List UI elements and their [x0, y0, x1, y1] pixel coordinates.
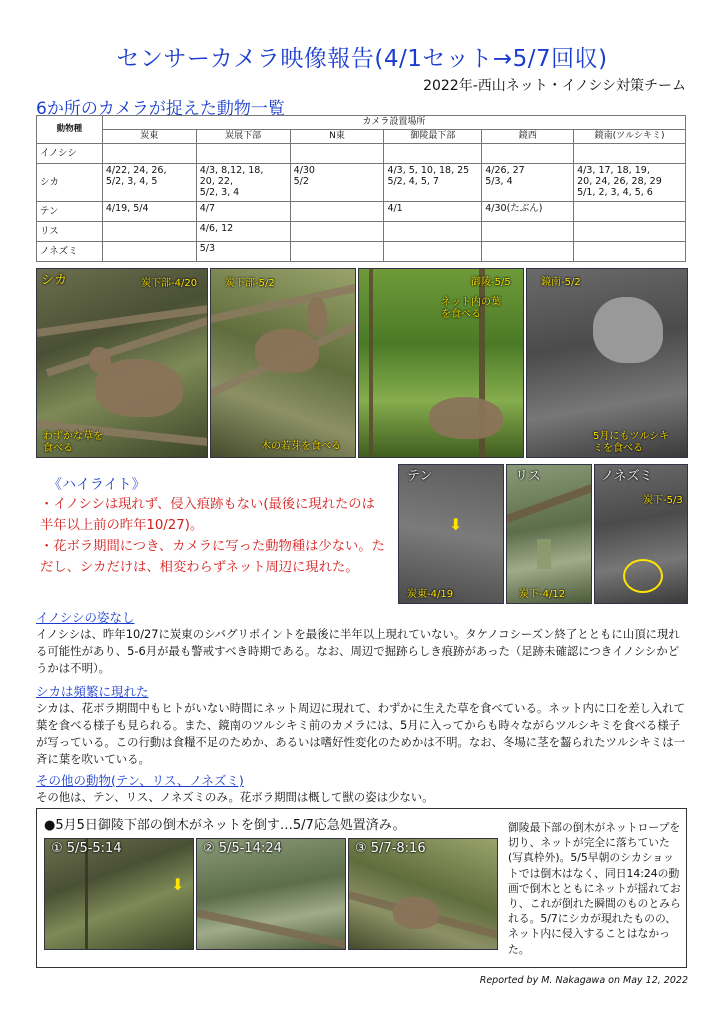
- deer-photo-4: [526, 268, 688, 458]
- photo-tag: 炭下-5/3: [643, 495, 683, 506]
- table-cell: 4/3, 17, 18, 19, 20, 24, 26, 28, 29 5/1, 2, 3, 4, 5, 6: [574, 164, 686, 202]
- table-location-row: [37, 130, 686, 144]
- photo-corner-label: リス: [515, 469, 541, 484]
- table-species: テン: [37, 202, 103, 222]
- highlight-title: 《ハイライト》: [48, 477, 146, 493]
- photo-corner-label: シカ: [41, 273, 68, 288]
- report-credit: Reported by M. Nakagawa on May 12, 2022: [479, 975, 688, 986]
- table-species: イノシシ: [37, 144, 103, 164]
- section-body: イノシシは、昨年10/27に炭東のシバグリポイントを最後に半年以上現れていない。タケノコシーズン終了とともに山頂に現れる可能性があり、5-6月が最も警戒すべき時期である。なお、周辺で掘跡らしき痕跡があった（足跡未確認につきイノシシかどうかは不明）。: [36, 627, 680, 675]
- photo-tag: 炭東-4/19: [407, 589, 454, 600]
- table-cell: 5/3: [196, 242, 290, 262]
- photo-corner-label: ノネズミ: [601, 469, 653, 484]
- table-cell: [482, 242, 574, 262]
- table-row: [37, 222, 686, 242]
- section-no-boar: [36, 609, 688, 677]
- table-cell: [384, 242, 482, 262]
- table-cell: 4/30 5/2: [290, 164, 384, 202]
- fallen-tree-photo-2: [196, 838, 346, 950]
- table-cell: [482, 222, 574, 242]
- photo-caption: わずかな草を 食べる: [43, 431, 103, 454]
- photo-tag: 炭下部-5/2: [225, 278, 275, 289]
- table-cell: 4/22, 24, 26, 5/2, 3, 4, 5: [102, 164, 196, 202]
- fallen-tree-photo-1: [44, 838, 194, 950]
- photo-caption: 木の若芽を食べる: [261, 441, 341, 452]
- table-cell: [574, 144, 686, 164]
- table-location: N東: [290, 130, 384, 144]
- table-cell: 4/19, 5/4: [102, 202, 196, 222]
- table-location: 鏡南(ツルシキミ): [574, 130, 686, 144]
- photo-tag: 炭下-4/12: [519, 589, 566, 600]
- fallen-tree-title: ●5月5日御陵下部の倒木がネットを倒す…5/7応急処置済み。: [44, 818, 406, 833]
- table-location: 御陵最下部: [384, 130, 482, 144]
- table-cell: [102, 222, 196, 242]
- table-cell: [290, 222, 384, 242]
- table-species: シカ: [37, 164, 103, 202]
- table-corner-label: 動物種: [37, 116, 103, 144]
- team-subtitle: 2022年-西山ネット・イノシシ対策チーム: [423, 78, 686, 94]
- highlight-circle: [623, 559, 663, 593]
- section-deer: [36, 683, 688, 768]
- photo-tag: 炭下部-4/20: [141, 278, 198, 289]
- photo-corner-label: ② 5/5-14:24: [203, 841, 282, 856]
- table-group-label: カメラ設置場所: [102, 116, 685, 130]
- table-cell: [574, 222, 686, 242]
- animal-table: [36, 115, 686, 262]
- risu-photo: [506, 464, 592, 604]
- table-cell: 4/30(たぶん): [482, 202, 574, 222]
- highlight-bullet: ・花ボラ期間につき、カメラに写った動物種は少ない。ただし、シカだけは、相変わらずネット周辺に現れた。: [40, 539, 385, 575]
- section-heading: イノシシの姿なし: [36, 610, 135, 625]
- table-cell: [290, 242, 384, 262]
- table-cell: 4/3, 5, 10, 18, 25 5/2, 4, 5, 7: [384, 164, 482, 202]
- photo-corner-label: ① 5/5-5:14: [51, 841, 122, 856]
- table-cell: [102, 242, 196, 262]
- section-heading: シカは頻繁に現れた: [36, 684, 149, 699]
- section-body: その他は、テン、リス、ノネズミのみ。花ボラ期間は概して獣の姿は少ない。: [36, 790, 434, 804]
- nezumi-photo: [594, 464, 688, 604]
- table-cell: 4/6, 12: [196, 222, 290, 242]
- table-header-row: [37, 116, 686, 130]
- photo-corner-label: ③ 5/7-8:16: [355, 841, 426, 856]
- section-heading: その他の動物(テン、リス、ノネズミ): [36, 773, 244, 788]
- table-cell: [290, 144, 384, 164]
- table-cell: [384, 144, 482, 164]
- table-species: ノネズミ: [37, 242, 103, 262]
- deer-photo-1: [36, 268, 208, 458]
- highlight-bullet: ・イノシシは現れず、侵入痕跡もない(最後に現れたのは半年以上前の昨年10/27)。: [40, 497, 375, 533]
- photo-corner-label: テン: [407, 469, 433, 484]
- table-location: 炭展下部: [196, 130, 290, 144]
- table-species: リス: [37, 222, 103, 242]
- table-cell: [290, 202, 384, 222]
- table-row: [37, 144, 686, 164]
- table-cell: [482, 144, 574, 164]
- table-row: [37, 242, 686, 262]
- table-cell: [574, 242, 686, 262]
- photo-tag: 鏡南-5/2: [541, 277, 581, 288]
- highlight-body: [40, 494, 388, 578]
- table-location: 鏡西: [482, 130, 574, 144]
- table-cell: [384, 222, 482, 242]
- animal-list-heading: 6か所のカメラが捉えた動物一覧: [36, 99, 285, 119]
- section-body: シカは、花ボラ期間中もヒトがいない時間にネット周辺に現れて、わずかに生えた草を食べている。ネット内に口を差し入れて葉を食べる様子も見られる。また、鏡南のツルシキミ前のカメラには、5月に入ってからも時々ながらツルシキミを食べる様子が写っている。この行動は食糧不足のためか、あるいは嗜好性変化のためかは不明。なお、冬場に茎を齧られたツルシキミは一斉に葉を吹いている。: [36, 701, 686, 766]
- deer-photo-3: [358, 268, 524, 458]
- table-cell: 4/3, 8,12, 18, 20, 22, 5/2, 3, 4: [196, 164, 290, 202]
- photo-tag: 御陵-5/5: [471, 277, 511, 288]
- table-cell: 4/7: [196, 202, 290, 222]
- fallen-tree-photo-3: [348, 838, 498, 950]
- arrow-down-icon: ⬇: [171, 875, 185, 894]
- page-title: センサーカメラ映像報告(4/1セット→5/7回収): [116, 46, 608, 72]
- photo-caption: 5月にもツルシキ ミを食べる: [593, 431, 670, 454]
- table-cell: [574, 202, 686, 222]
- arrow-down-icon: ⬇: [449, 515, 463, 534]
- table-row: [37, 164, 686, 202]
- table-location: 炭東: [102, 130, 196, 144]
- table-cell: [196, 144, 290, 164]
- table-cell: [102, 144, 196, 164]
- table-cell: 4/26, 27 5/3, 4: [482, 164, 574, 202]
- photo-caption: ネット内の葉 を食べる: [441, 297, 501, 320]
- deer-photo-2: [210, 268, 356, 458]
- ten-photo: [398, 464, 504, 604]
- table-row: [37, 202, 686, 222]
- fallen-tree-note: 御陵最下部の倒木がネットロープを切り、ネットが完全に落ちていた(写真枠外)。5/5早朝のシカショットでは倒木はなく、同日14:24の動画で倒木とともにネットが揺れており、これが倒れた瞬間のものとみられる。5/7にシカが現れたものの、ネット内に侵入することはなかった。: [508, 821, 681, 956]
- table-cell: 4/1: [384, 202, 482, 222]
- section-others: [36, 772, 688, 806]
